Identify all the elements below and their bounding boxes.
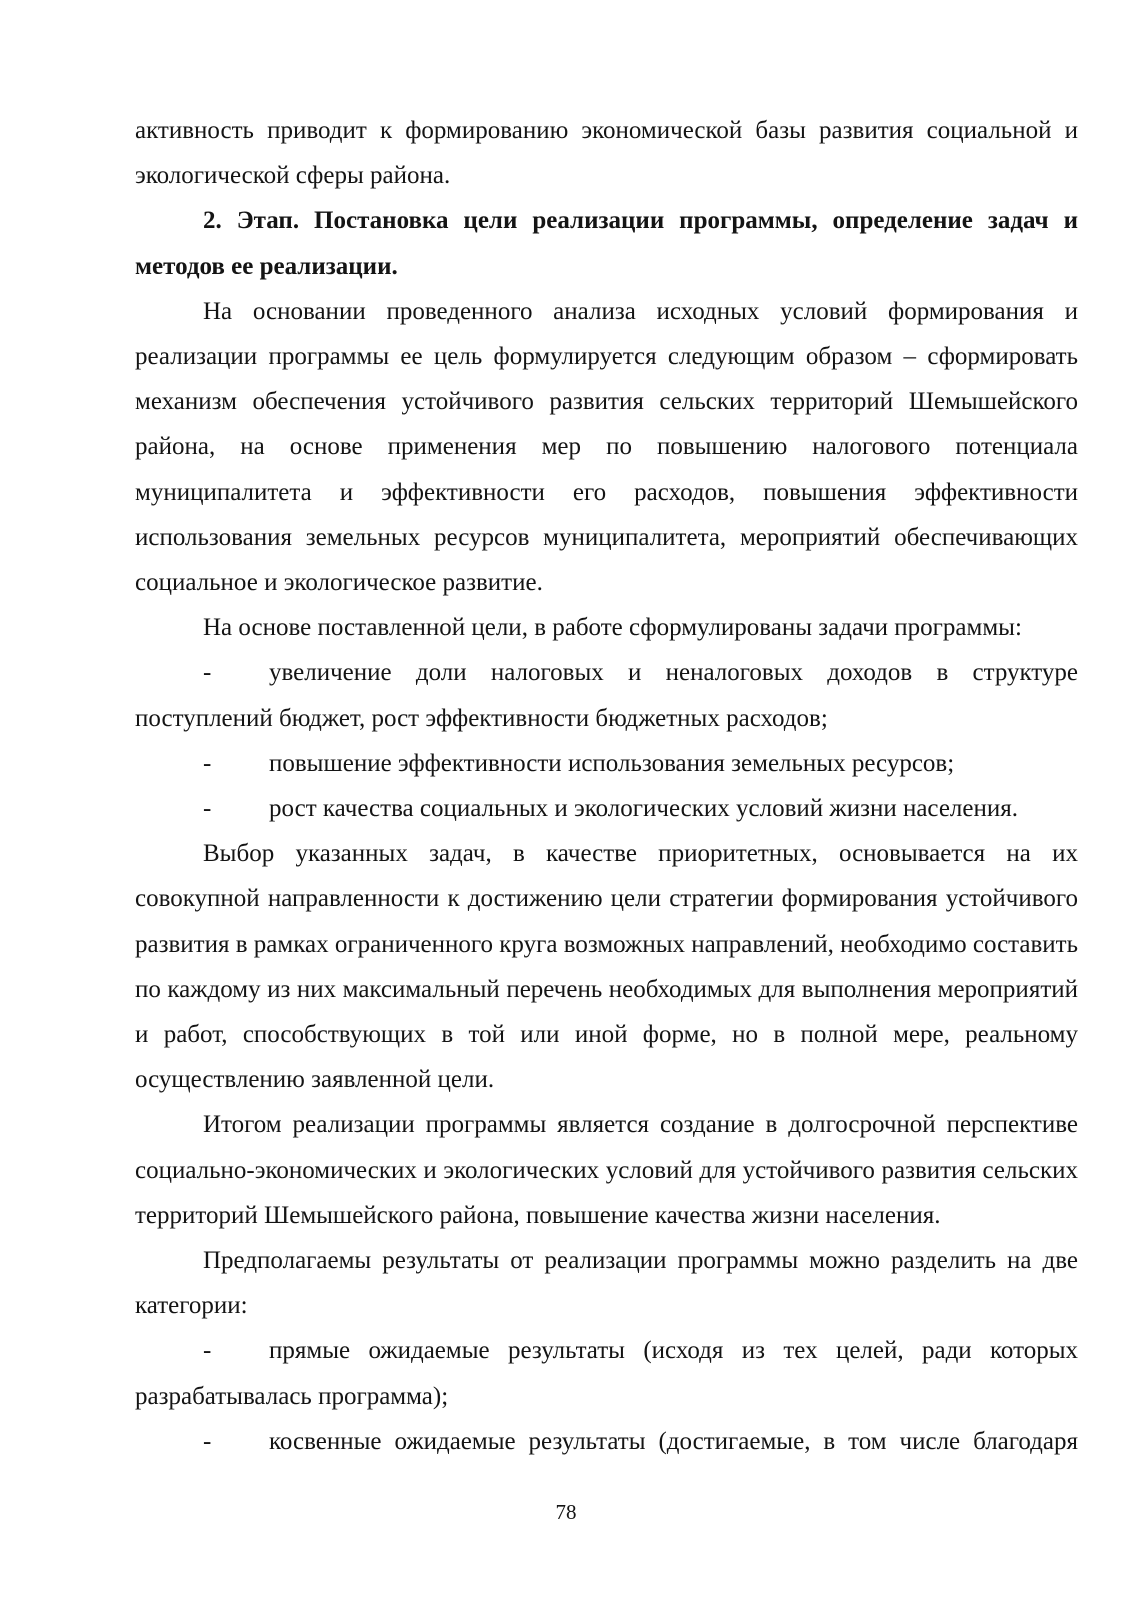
paragraph-outcome: Итогом реализации программы является создание в долгосрочной перспективе социально-экономических и экологических условий для устойчивого развития сельских территорий Шемышейского района, повышение качества жизни населения. <box>135 1111 1078 1229</box>
paragraph-goal: На основании проведенного анализа исходных условий формирования и реализации программы ее цель формулируется следующим образом – сформировать механизм обеспечения устойчивого развития сельских территорий Шемышейского района, на основе применения мер по повышению налогового потенциала муниципалитета и эффективности его расходов, повышения эффективности использования земельных ресурсов муниципалитета, мероприятий обеспечивающих социальное и экологическое развитие. <box>135 297 1078 597</box>
list-item-text: рост качества социальных и экологических условий жизни населения. <box>269 795 1019 823</box>
paragraph-tasks-intro: На основе поставленной цели, в работе сформулированы задачи программы: <box>203 614 1022 642</box>
paragraph-task-choice: Выбор указанных задач, в качестве приоритетных, основывается на их совокупной направленности к достижению цели стратегии формирования устойчивого развития в рамках ограниченного круга возможных направлений, необходимо составить по каждому из них максимальный перечень необходимых для выполнения мероприятий и работ, способствующих в той или иной форме, но в полной мере, реальному осуществлению заявленной цели. <box>135 840 1078 1094</box>
list-item <box>135 1419 1078 1464</box>
list-marker: - <box>203 795 212 823</box>
list-item-text: косвенные ожидаемые результаты (достигаемые, в том числе благодаря <box>269 1427 1078 1455</box>
document-page <box>135 108 1078 1464</box>
list-item <box>135 1328 1078 1418</box>
list-item-text: повышение эффективности использования земельных ресурсов; <box>269 749 955 777</box>
list-item <box>135 741 1078 786</box>
paragraph-continuation: активность приводит к формированию экономической базы развития социальной и экологической сферы района. <box>135 117 1078 190</box>
section-heading: 2. Этап. Постановка цели реализации программы, определение задач и методов ее реализации. <box>135 207 1078 280</box>
list-item <box>135 786 1078 831</box>
list-marker: - <box>203 1427 212 1455</box>
list-item <box>135 650 1078 740</box>
list-marker: - <box>203 749 212 777</box>
list-marker: - <box>203 659 212 687</box>
paragraph-results-intro: Предполагаемы результаты от реализации программы можно разделить на две категории: <box>135 1247 1078 1320</box>
list-marker: - <box>203 1337 212 1365</box>
page-number: 78 <box>555 1500 577 1524</box>
list-item-text: увеличение доли налоговых и неналоговых доходов в структуре поступлений бюджет, рост эффективности бюджетных расходов; <box>135 659 1078 732</box>
list-item-text: прямые ожидаемые результаты (исходя из тех целей, ради которых разрабатывалась программа); <box>135 1337 1078 1410</box>
